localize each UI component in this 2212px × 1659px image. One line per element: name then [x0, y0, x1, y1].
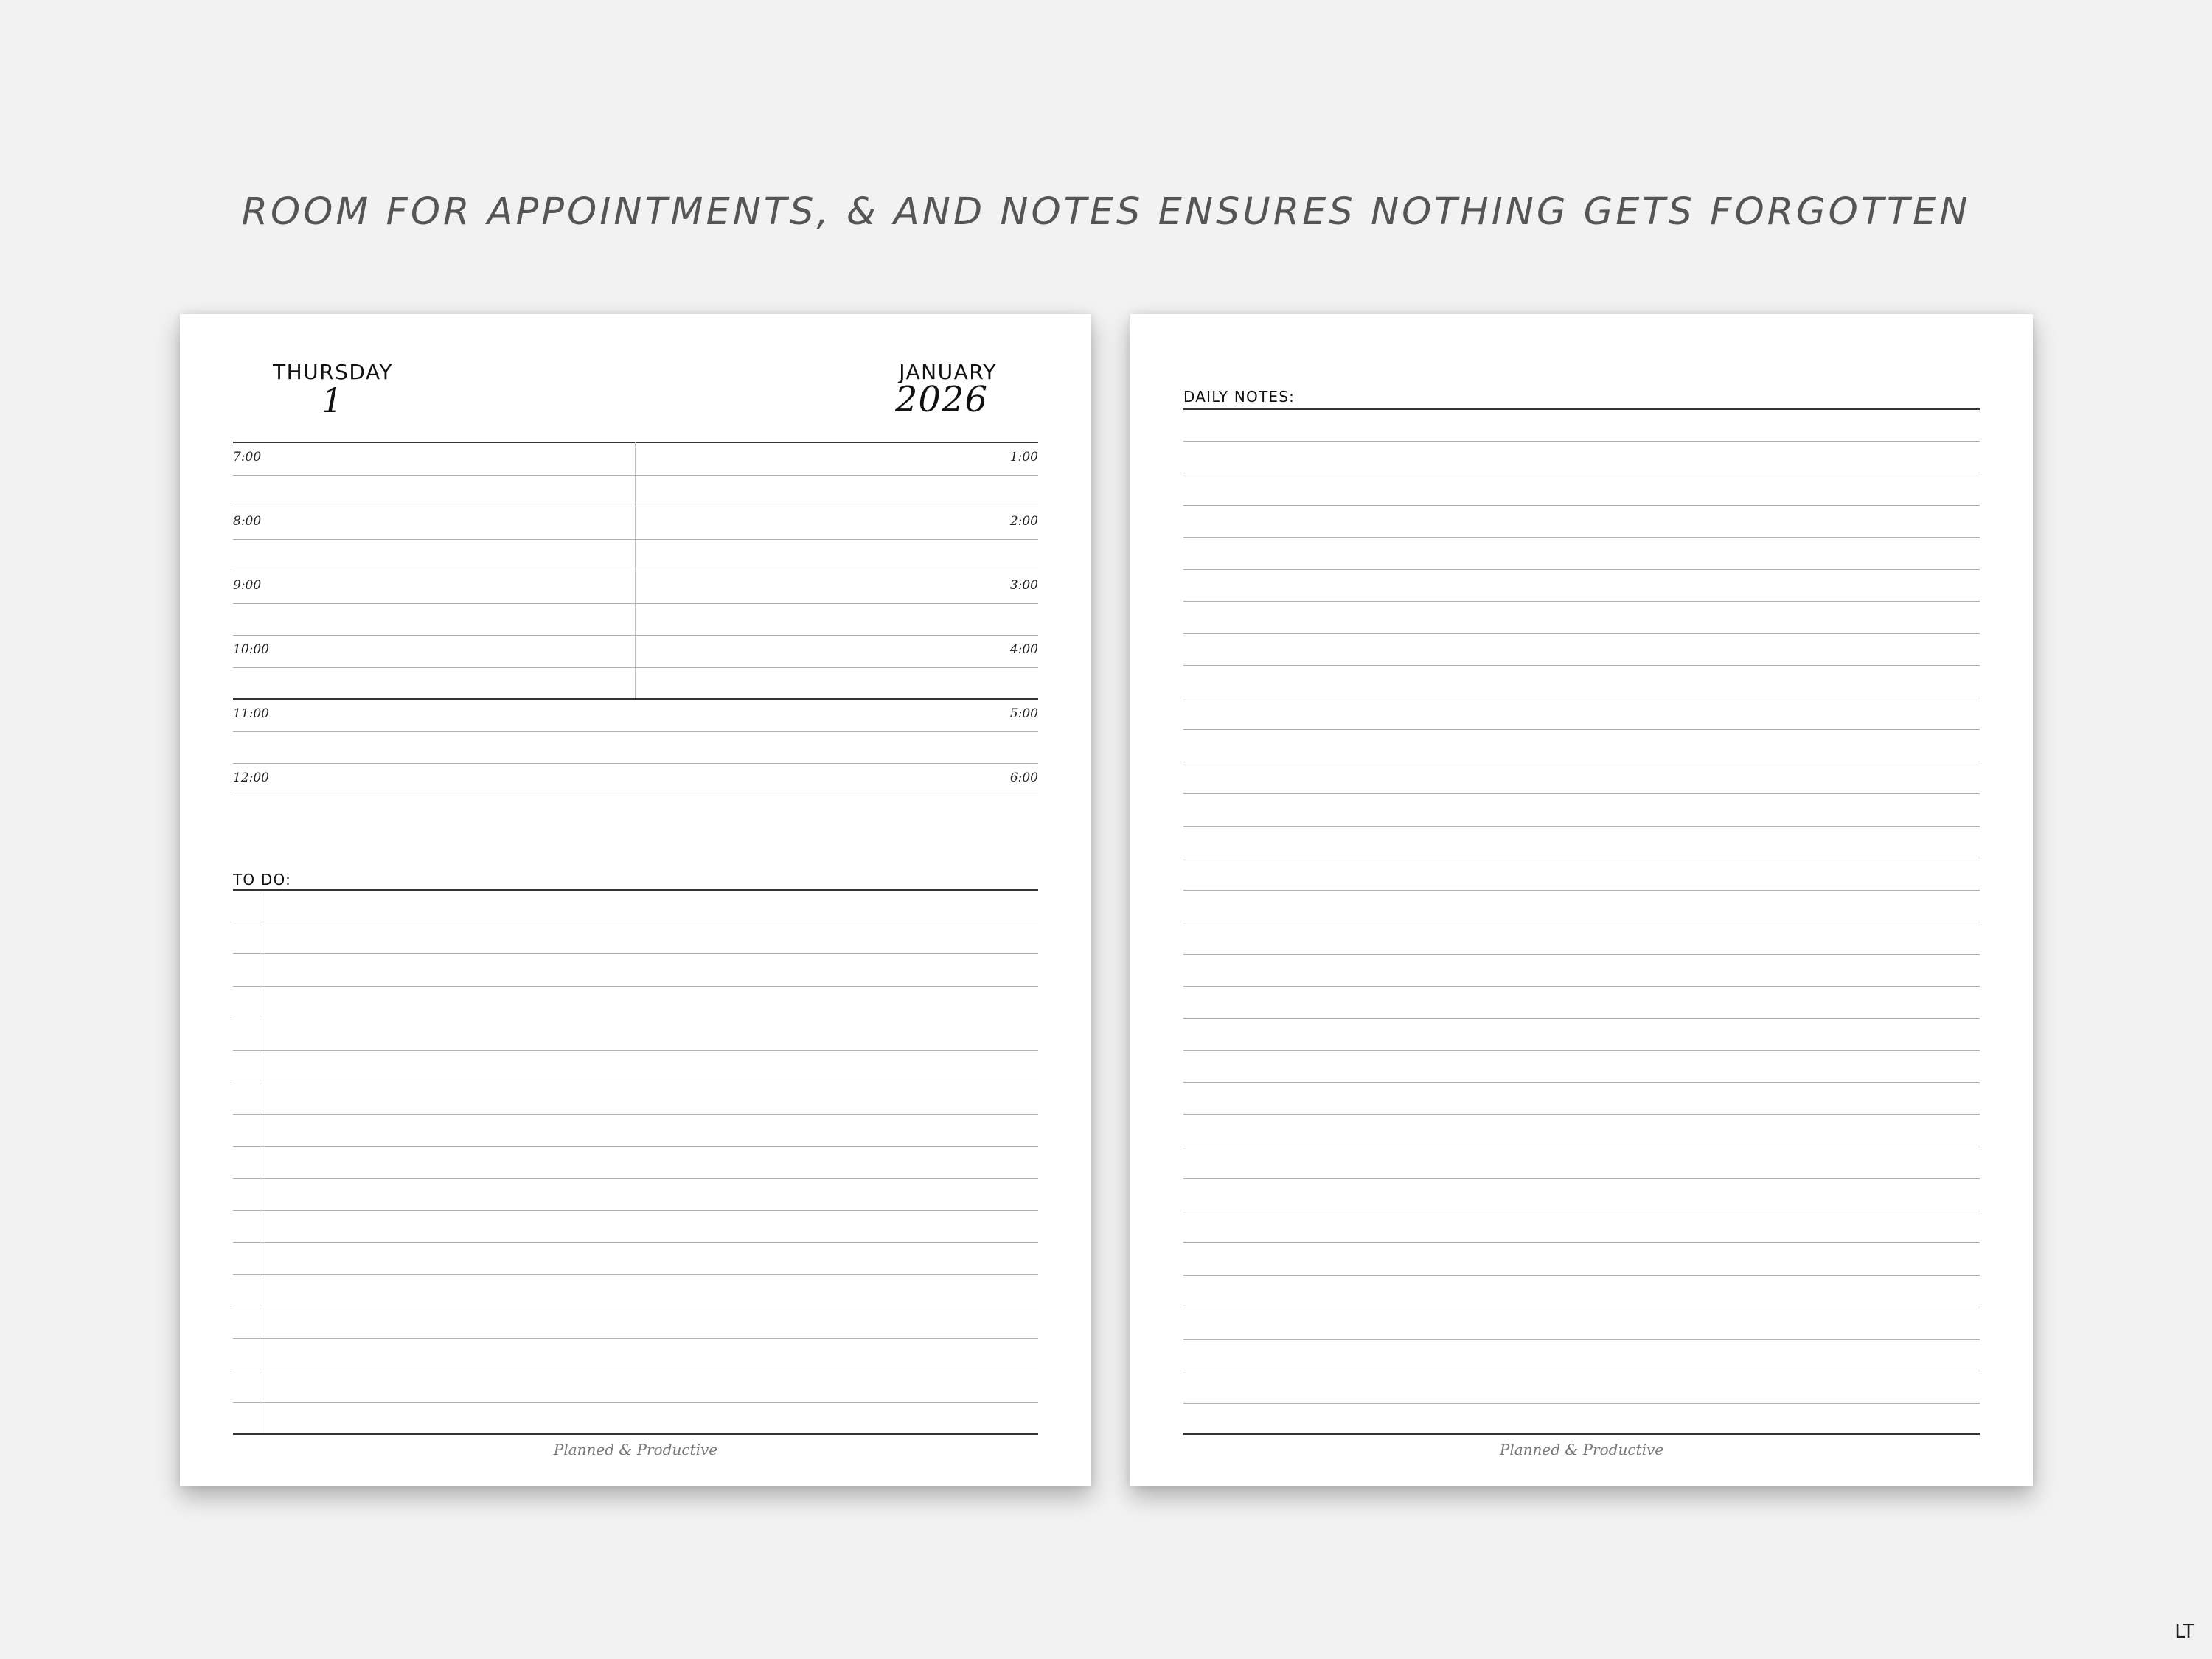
- schedule-line: [233, 475, 1038, 476]
- time-label-left: 11:00: [233, 706, 269, 721]
- notes-line: [1183, 441, 1980, 442]
- notes-line: [1183, 1242, 1980, 1243]
- headline: ROOM FOR APPOINTMENTS, & AND NOTES ENSURES NOTHING GETS FORGOTTEN: [241, 190, 1971, 234]
- todo-line: [233, 1274, 1038, 1275]
- todo-line: [233, 1338, 1038, 1339]
- brand-signature: Planned & Productive: [1499, 1441, 1664, 1458]
- daily-planner-page: [180, 314, 1091, 1486]
- daily-notes-page: [1130, 314, 2033, 1486]
- time-label-right: 5:00: [1009, 706, 1038, 721]
- corner-mark: LT: [2174, 1621, 2194, 1643]
- schedule-grid: [233, 442, 1038, 785]
- notes-line: [1183, 1178, 1980, 1179]
- notes-line: [1183, 1050, 1980, 1051]
- time-label-right: 2:00: [1009, 514, 1038, 529]
- todo-rule: [233, 889, 1038, 891]
- notes-line: [1183, 890, 1980, 891]
- todo-line: [233, 1146, 1038, 1147]
- notes-line: [1183, 569, 1980, 570]
- notes-line: [1183, 665, 1980, 666]
- notes-line: [1183, 1403, 1980, 1404]
- time-label-left: 10:00: [233, 642, 269, 657]
- todo-line: [233, 1050, 1038, 1051]
- day-number: 1: [321, 380, 344, 420]
- notes-line: [1183, 537, 1980, 538]
- time-label-left: 12:00: [233, 771, 269, 785]
- notes-header-rule: [1183, 408, 1980, 410]
- notes-line: [1183, 986, 1980, 987]
- time-label-right: 6:00: [1009, 771, 1038, 785]
- schedule-bottom-rule: [233, 698, 1038, 700]
- time-label-right: 1:00: [1009, 450, 1038, 465]
- time-label-right: 4:00: [1009, 642, 1038, 657]
- schedule-line: [233, 731, 1038, 732]
- notes-line: [1183, 505, 1980, 506]
- time-label-left: 7:00: [233, 450, 262, 465]
- schedule-line: [233, 635, 1038, 636]
- notes-line: [1183, 1275, 1980, 1276]
- schedule-line: [233, 539, 1038, 540]
- todo-line: [233, 1178, 1038, 1179]
- brand-signature: Planned & Productive: [553, 1441, 718, 1458]
- todo-label: TO DO:: [233, 871, 292, 888]
- year: 2026: [894, 379, 988, 420]
- time-label-left: 9:00: [233, 578, 262, 593]
- todo-line: [233, 1402, 1038, 1403]
- todo-line: [233, 953, 1038, 954]
- notes-line: [1183, 633, 1980, 634]
- todo-line: [233, 1114, 1038, 1115]
- todo-line: [233, 1210, 1038, 1211]
- notes-line: [1183, 1082, 1980, 1083]
- notes-line: [1183, 601, 1980, 602]
- day-name: THURSDAY: [273, 360, 394, 384]
- notes-bottom-rule: [1183, 1433, 1980, 1435]
- todo-bottom-rule: [233, 1433, 1038, 1435]
- notes-line: [1183, 793, 1980, 794]
- time-label-left: 8:00: [233, 514, 262, 529]
- notes-line: [1183, 1339, 1980, 1340]
- time-label-right: 3:00: [1009, 578, 1038, 593]
- month-name: JANUARY: [899, 360, 997, 384]
- schedule-line: [233, 667, 1038, 668]
- notes-line: [1183, 729, 1980, 730]
- notes-line: [1183, 1018, 1980, 1019]
- todo-line: [233, 1242, 1038, 1243]
- todo-line: [233, 986, 1038, 987]
- schedule-line: [233, 763, 1038, 764]
- notes-line: [1183, 826, 1980, 827]
- notes-line: [1183, 954, 1980, 955]
- schedule-line: [233, 603, 1038, 604]
- notes-line: [1183, 1114, 1980, 1115]
- daily-notes-label: DAILY NOTES:: [1183, 388, 1295, 406]
